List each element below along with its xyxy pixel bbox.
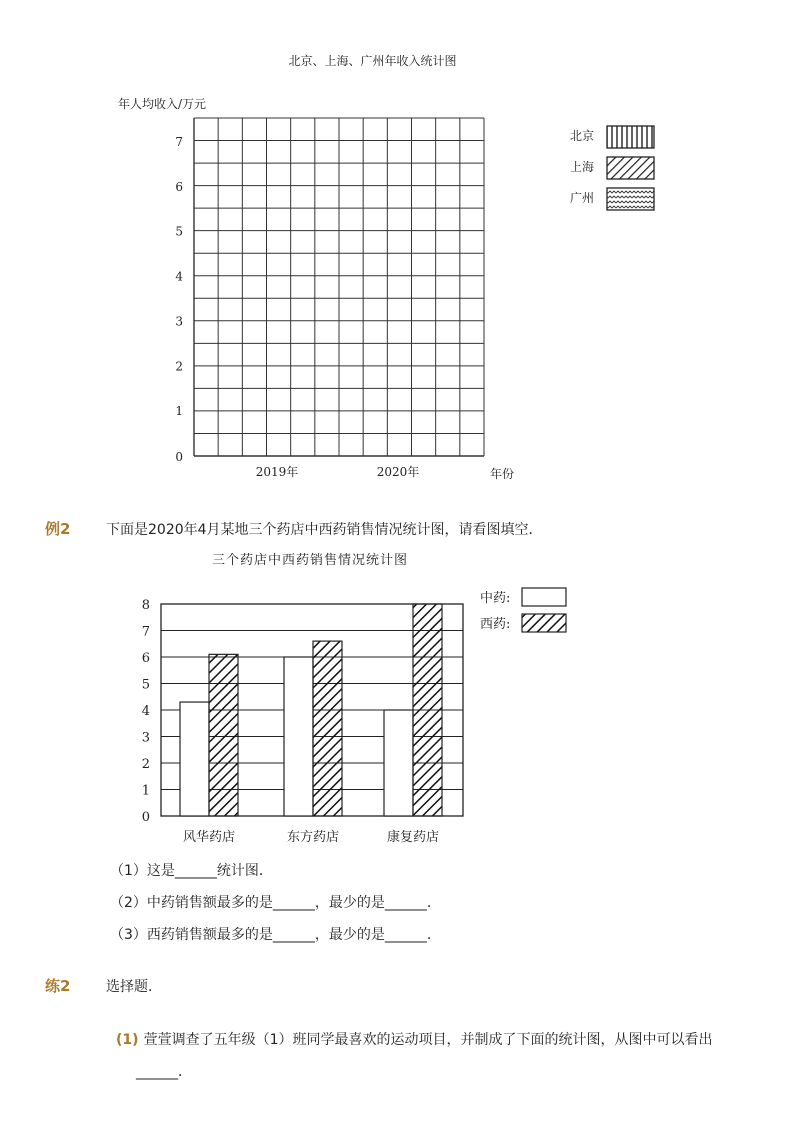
chart2-ytick-label: 8 [141,598,150,613]
chart2-bar-zhongyao [180,702,209,816]
chart1-xlabel: 年份 [489,467,515,481]
chart2-ytick-label: 1 [141,783,150,799]
chart1-xtick-label: 2019年 [255,465,299,479]
chart2-bar-chart [0,560,800,850]
practice-intro: 选择题． [106,979,162,995]
chart2-bar-zhongyao [284,657,313,816]
chart2-bar-zhongyao [384,710,413,816]
chart2-legend-label: 中药: [480,591,511,606]
practice-item-number: (1) [116,1032,139,1048]
chart1-legend-label: 上海 [570,160,595,174]
chart1-legend-label: 广州 [570,191,595,205]
chart1-legend-swatch [607,157,654,179]
practice-tag: 练2 [45,977,71,995]
chart1-ytick-label: 7 [175,135,183,149]
chart2-ytick-label: 3 [141,730,150,746]
chart1-ytick-label: 2 [175,359,183,374]
chart1-xtick-label: 2020年 [376,465,420,479]
chart1-ylabel: 年人均收入/万元 [118,97,207,111]
chart1-ytick-label: 3 [175,314,183,329]
chart1-ytick-label: 5 [175,224,183,239]
chart2-ytick-label: 6 [141,651,150,666]
chart2-ytick-label: 2 [141,757,150,772]
chart2-ytick-label: 4 [141,704,150,719]
chart2-xtick-label: 风华药店 [182,830,236,845]
chart2-xtick-label: 东方药店 [286,830,340,845]
practice-item-text: 萱萱调查了五年级（1）班同学最喜欢的运动项目，并制成了下面的统计图，从图中可以看出 [143,1032,713,1048]
chart1-legend-swatch [607,188,654,210]
chart2-ytick-label: 5 [141,677,150,693]
chart1-ytick-label: 1 [175,404,183,419]
chart2-xtick-label: 康复药店 [386,830,440,845]
chart1-ytick-label: 6 [175,179,183,194]
chart1-legend-label: 北京 [570,129,595,143]
chart1-ytick-label: 4 [175,269,183,284]
chart1-title: 北京、上海、广州年收入统计图 [288,54,457,68]
example-tag: 例2 [45,520,71,538]
chart1-ytick-label: 0 [175,450,183,464]
chart2-ytick-label: 0 [141,810,150,825]
example-intro: 下面是2020年4月某地三个药店中西药销售情况统计图，请看图填空． [106,522,543,538]
chart2-legend-swatch [522,614,566,632]
chart1-legend-swatch [607,126,654,148]
chart2-bar-xiyao [413,604,442,816]
chart2-legend-swatch [522,588,566,606]
chart2-ytick-label: 7 [141,624,150,640]
question-1: （1）这是______统计图． [110,863,273,879]
chart2-bar-xiyao [209,654,238,816]
chart2-legend-label: 西药: [480,617,511,632]
chart2-bar-xiyao [313,641,342,816]
question-3: （3）西药销售额最多的是______，最少的是______． [110,927,441,943]
chart2-title: 三个药店中西药销售情况统计图 [211,553,408,568]
practice-item-blank: ______． [136,1064,192,1080]
question-2: （2）中药销售额最多的是______，最少的是______． [110,895,441,911]
practice-item [116,1029,756,1049]
chart1-grid-chart [0,0,800,500]
